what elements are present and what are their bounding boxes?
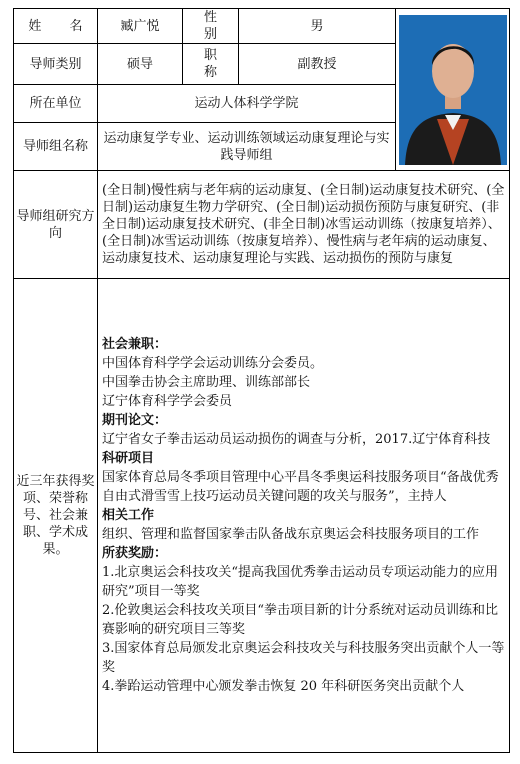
unit-label: 所在单位 — [14, 85, 98, 123]
work-heading: 相关工作 — [102, 508, 155, 523]
unit-value: 运动人体科学学院 — [98, 85, 396, 123]
name-value: 臧广悦 — [98, 9, 183, 44]
title-value: 副教授 — [239, 44, 396, 85]
profile-table — [13, 8, 510, 753]
research-item: 国家体育总局冬季项目管理中心平昌冬季奥运科技服务项目“备战优秀自由式滑雪雪上技巧运动员关键问题的攻关与服务”，主持人 — [102, 470, 499, 504]
title-label: 职 称 — [183, 44, 239, 85]
paper-item: 辽宁省女子拳击运动员运动损伤的调查与分析，2017.辽宁体育科技 — [102, 432, 491, 447]
achievements-content — [98, 279, 510, 753]
social-heading: 社会兼职： — [102, 337, 168, 352]
direction-label: 导师组研究方向 — [14, 171, 98, 279]
work-item: 组织、管理和监督国家拳击队备战东京奥运会科技服务项目的工作 — [102, 527, 480, 542]
award-item: 3.国家体育总局颁发北京奥运会科技攻关与科技服务突出贡献个人一等奖 — [102, 641, 505, 675]
award-item: 1.北京奥运会科技攻关“提高我国优秀拳击运动员专项运动能力的应用研究”项目一等奖 — [102, 565, 499, 599]
group-label: 导师组名称 — [14, 123, 98, 171]
gender-label: 性 别 — [183, 9, 239, 44]
portrait-photo — [399, 15, 507, 165]
achievements-label: 近三年获得奖项、荣誉称号、社会兼职、学术成果。 — [14, 279, 98, 753]
research-heading: 科研项目 — [102, 451, 155, 466]
category-value: 硕导 — [98, 44, 183, 85]
awards-heading: 所获奖励： — [102, 546, 168, 561]
social-item: 辽宁体育科学学会委员 — [102, 394, 233, 409]
gender-value: 男 — [239, 9, 396, 44]
social-item: 中国体育科学学会运动训练分会委员。 — [102, 356, 324, 371]
award-item: 2.伦敦奥运会科技攻关项目“拳击项目新的计分系统对运动员训练和比赛影响的研究项目三等奖 — [102, 603, 499, 637]
social-item: 中国拳击协会主席助理、训练部部长 — [102, 375, 311, 390]
papers-heading: 期刊论文： — [102, 413, 168, 428]
award-item: 4.拳跆运动管理中心颁发拳击恢复 20 年科研医务突出贡献个人 — [102, 679, 465, 694]
photo-cell — [396, 9, 510, 171]
category-label: 导师类别 — [14, 44, 98, 85]
group-value: 运动康复学专业、运动训练领域运动康复理论与实践导师组 — [98, 123, 396, 171]
direction-value: (全日制)慢性病与老年病的运动康复、(全日制)运动康复技术研究、(全日制)运动康复生物力学研究、(全日制)运动损伤预防与康复研究、(非全日制)运动康复技术研究、(非全日制)冰雪运动训练（按康复培养）、(全日制)冰雪运动训练（按康复培养）、慢性病与老年病的运动康复、运动康复技术、运动康复理论与实践、运动损伤的预防与康复 — [98, 171, 510, 279]
name-label: 姓 名 — [14, 9, 98, 44]
